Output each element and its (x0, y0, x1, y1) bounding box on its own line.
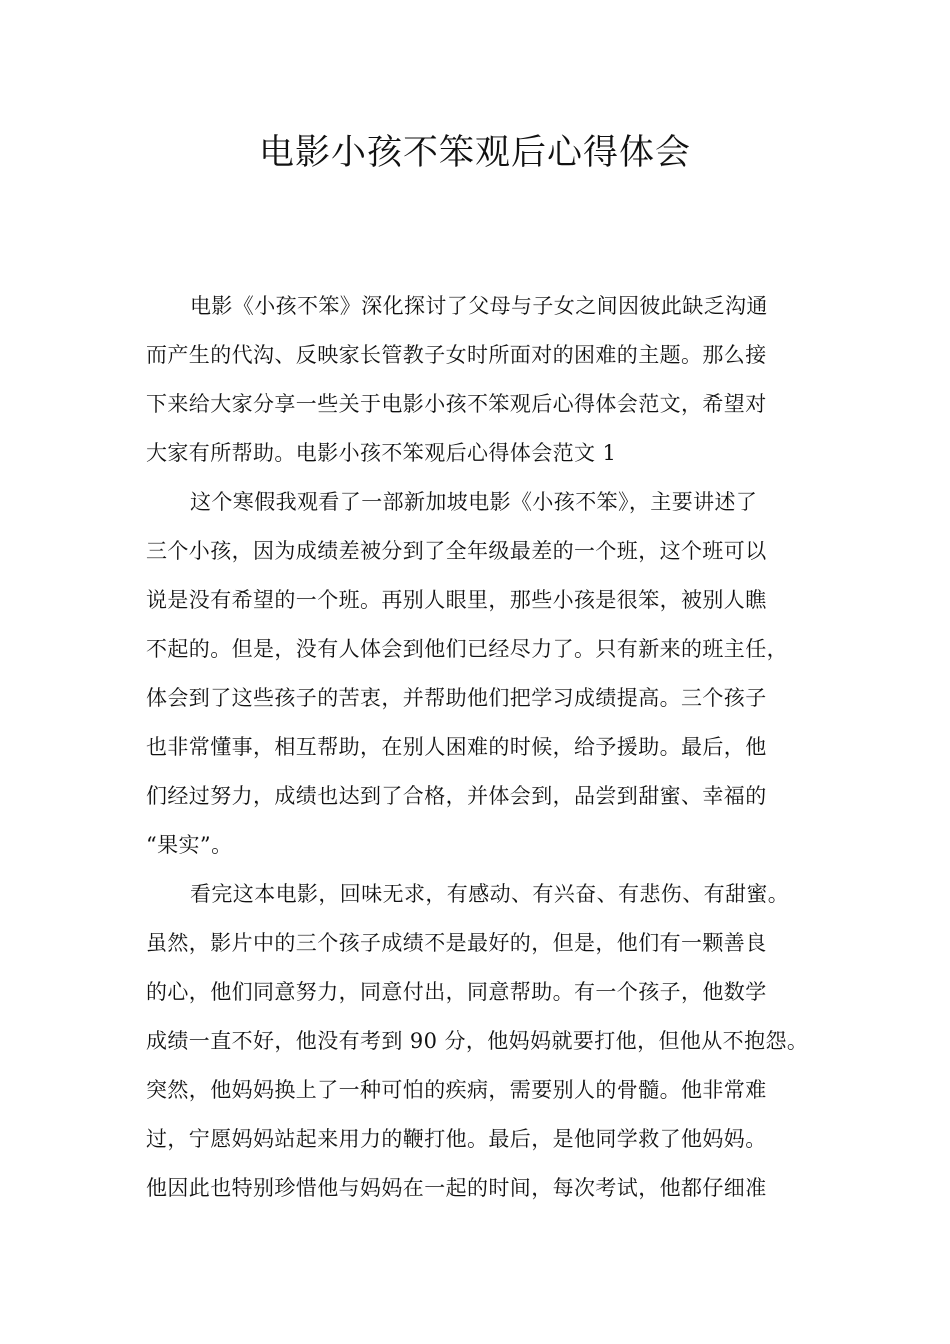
paragraph-line: 们经过努力，成绩也达到了合格，并体会到，品尝到甜蜜、幸福的 (146, 784, 767, 808)
paragraph-line: 过，宁愿妈妈站起来用力的鞭打他。最后，是他同学救了他妈妈。 (146, 1127, 767, 1151)
paragraph-first-line: 这个寒假我观看了一部新加坡电影《小孩不笨》，主要讲述了 (190, 490, 758, 514)
paragraph-line: 他因此也特别珍惜他与妈妈在一起的时间，每次考试，他都仔细准 (146, 1176, 767, 1200)
paragraph-line: 也非常懂事，相互帮助，在别人困难的时候，给予援助。最后，他 (146, 735, 767, 759)
paragraph-line: 说是没有希望的一个班。再别人眼里，那些小孩是很笨，被别人瞧 (146, 588, 767, 612)
paragraph-line: 体会到了这些孩子的苦衷，并帮助他们把学习成绩提高。三个孩子 (146, 686, 767, 710)
paragraph-line: 下来给大家分享一些关于电影小孩不笨观后心得体会范文，希望对 (146, 392, 767, 416)
paragraph-first-line: 电影《小孩不笨》深化探讨了父母与子女之间因彼此缺乏沟通 (190, 294, 768, 318)
document-title: 电影小孩不笨观后心得体会 (258, 133, 691, 173)
paragraph-line: 而产生的代沟、反映家长管教子女时所面对的困难的主题。那么接 (146, 343, 767, 367)
paragraph-first-line: 看完这本电影，回味无求，有感动、有兴奋、有悲伤、有甜蜜。 (190, 882, 790, 906)
paragraph-line: 成绩一直不好，他没有考到 90 分，他妈妈就要打他，但他从不抱怨。 (146, 1029, 809, 1053)
paragraph-line: 不起的。但是，没有人体会到他们已经尽力了。只有新来的班主任， (146, 637, 788, 661)
paragraph-line: 突然，他妈妈换上了一种可怕的疾病，需要别人的骨髓。他非常难 (146, 1078, 767, 1102)
paragraph-line: 大家有所帮助。电影小孩不笨观后心得体会范文 1 (146, 441, 617, 465)
paragraph-line: 三个小孩，因为成绩差被分到了全年级最差的一个班，这个班可以 (146, 539, 767, 563)
document-body (146, 282, 836, 1213)
paragraph-line: 虽然，影片中的三个孩子成绩不是最好的，但是，他们有一颗善良 (146, 931, 767, 955)
paragraph-line: “果实”。 (146, 833, 233, 857)
paragraph-line: 的心，他们同意努力，同意付出，同意帮助。有一个孩子，他数学 (146, 980, 767, 1004)
